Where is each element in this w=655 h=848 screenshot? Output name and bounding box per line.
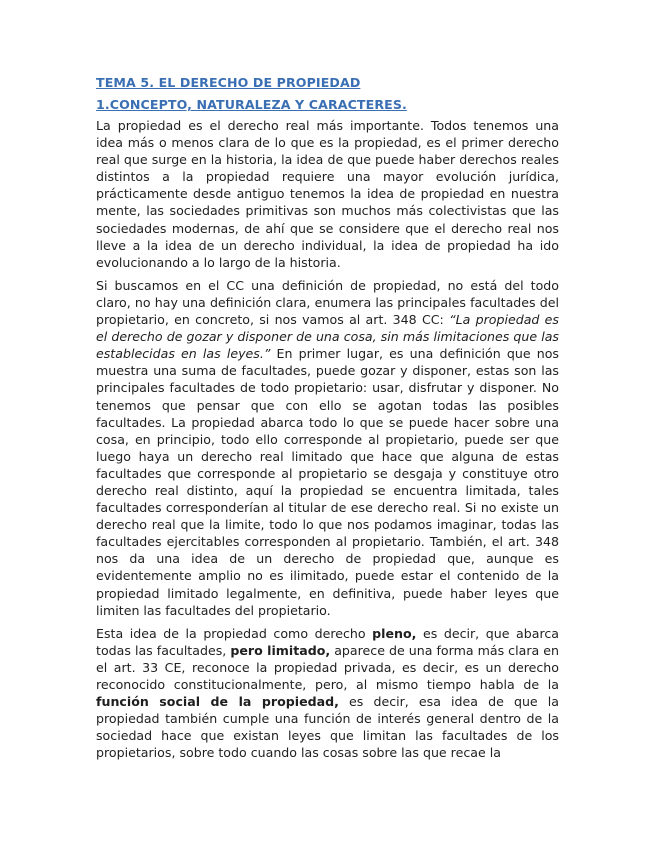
bold-pero-limitado: pero limitado, <box>230 642 331 658</box>
paragraph-2 <box>96 277 559 619</box>
paragraph-3-part-2: es decir, que abarca todas las facultades, <box>96 625 559 658</box>
paragraph-2-intro: Si buscamos en el CC una definición de propiedad, no está del todo claro, no hay una definición clara, enumera las principales facultades del propietario, en concreto, si nos vamos al art. 348 CC: <box>96 277 559 328</box>
section-heading: 1.CONCEPTO, NATURALEZA Y CARACTERES. <box>96 97 407 112</box>
paragraph-3-part-1: Esta idea de la propiedad como derecho <box>96 625 373 641</box>
document-title: TEMA 5. EL DERECHO DE PROPIEDAD <box>96 75 361 90</box>
paragraph-1: La propiedad es el derecho real más importante. Todos tenemos una idea más o menos clara de lo que es la propiedad, es el primer derecho real que surge en la historia, la idea de que puede haber derechos reales distintos a la propiedad requiere una mayor evolución jurídica, prácticamente desde antiguo tenemos la idea de propiedad en nuestra mente, las sociedades primitivas son muchos más colectivistas que las sociedades modernas, de ahí que se considere que el derecho real nos lleve a la idea de un derecho individual, la idea de propiedad ha ido evolucionando a lo largo de la historia. <box>96 118 559 270</box>
article-348-quote: “La propiedad es el derecho de gozar y disponer de una cosa, sin más limitaciones que las establecidas en las leyes.” <box>96 312 559 362</box>
bold-pleno: pleno, <box>372 625 417 641</box>
bold-funcion-social: función social de la propiedad, <box>96 694 339 710</box>
paragraph-3 <box>96 625 559 762</box>
document-body <box>96 74 559 767</box>
paragraph-3-part-3: aparece de una forma más clara en el art. 33 CE, reconoce la propiedad privada, es decir, es un derecho reconocido constitucionalmente, pero, al mismo tiempo habla de la <box>96 642 559 692</box>
paragraph-2-rest: En primer lugar, es una definición que nos muestra una suma de facultades, puede gozar y disponer, estas son las principales facultades de todo propietario: usar, disfrutar y disponer. No tenemos que pensar que con ello se agotan todas las posibles facultades. La propiedad abarca todo lo que se puede hacer sobre una cosa, en principio, todo ello corresponde al propietario, puede ser que luego haya un derecho real limitado que hace que alguna de estas facultades que corresponde al propietario se desgaja y constituye otro derecho real distinto, aquí la propiedad se encuentra limitada, tales facultades corresponderían al titular de ese derecho real. Si no existe un derecho real que la limite, todo lo que nos podamos imaginar, todas las facultades ejercitables corresponden al propietario. También, el art. 348 nos da una idea de un derecho de propiedad que, aunque es evidentemente amplio no es ilimitado, puede estar el contenido de la propiedad limitado legalmente, en definitiva, puede haber leyes que limiten las facultades del propietario. <box>96 346 559 618</box>
paragraph-3-part-4: es decir, esa idea de que la propiedad también cumple una función de interés general dentro de la sociedad hace que existan leyes que limitan las facultades de los propietarios, sobre todo cuando las cosas sobre las que recae la <box>96 694 559 761</box>
